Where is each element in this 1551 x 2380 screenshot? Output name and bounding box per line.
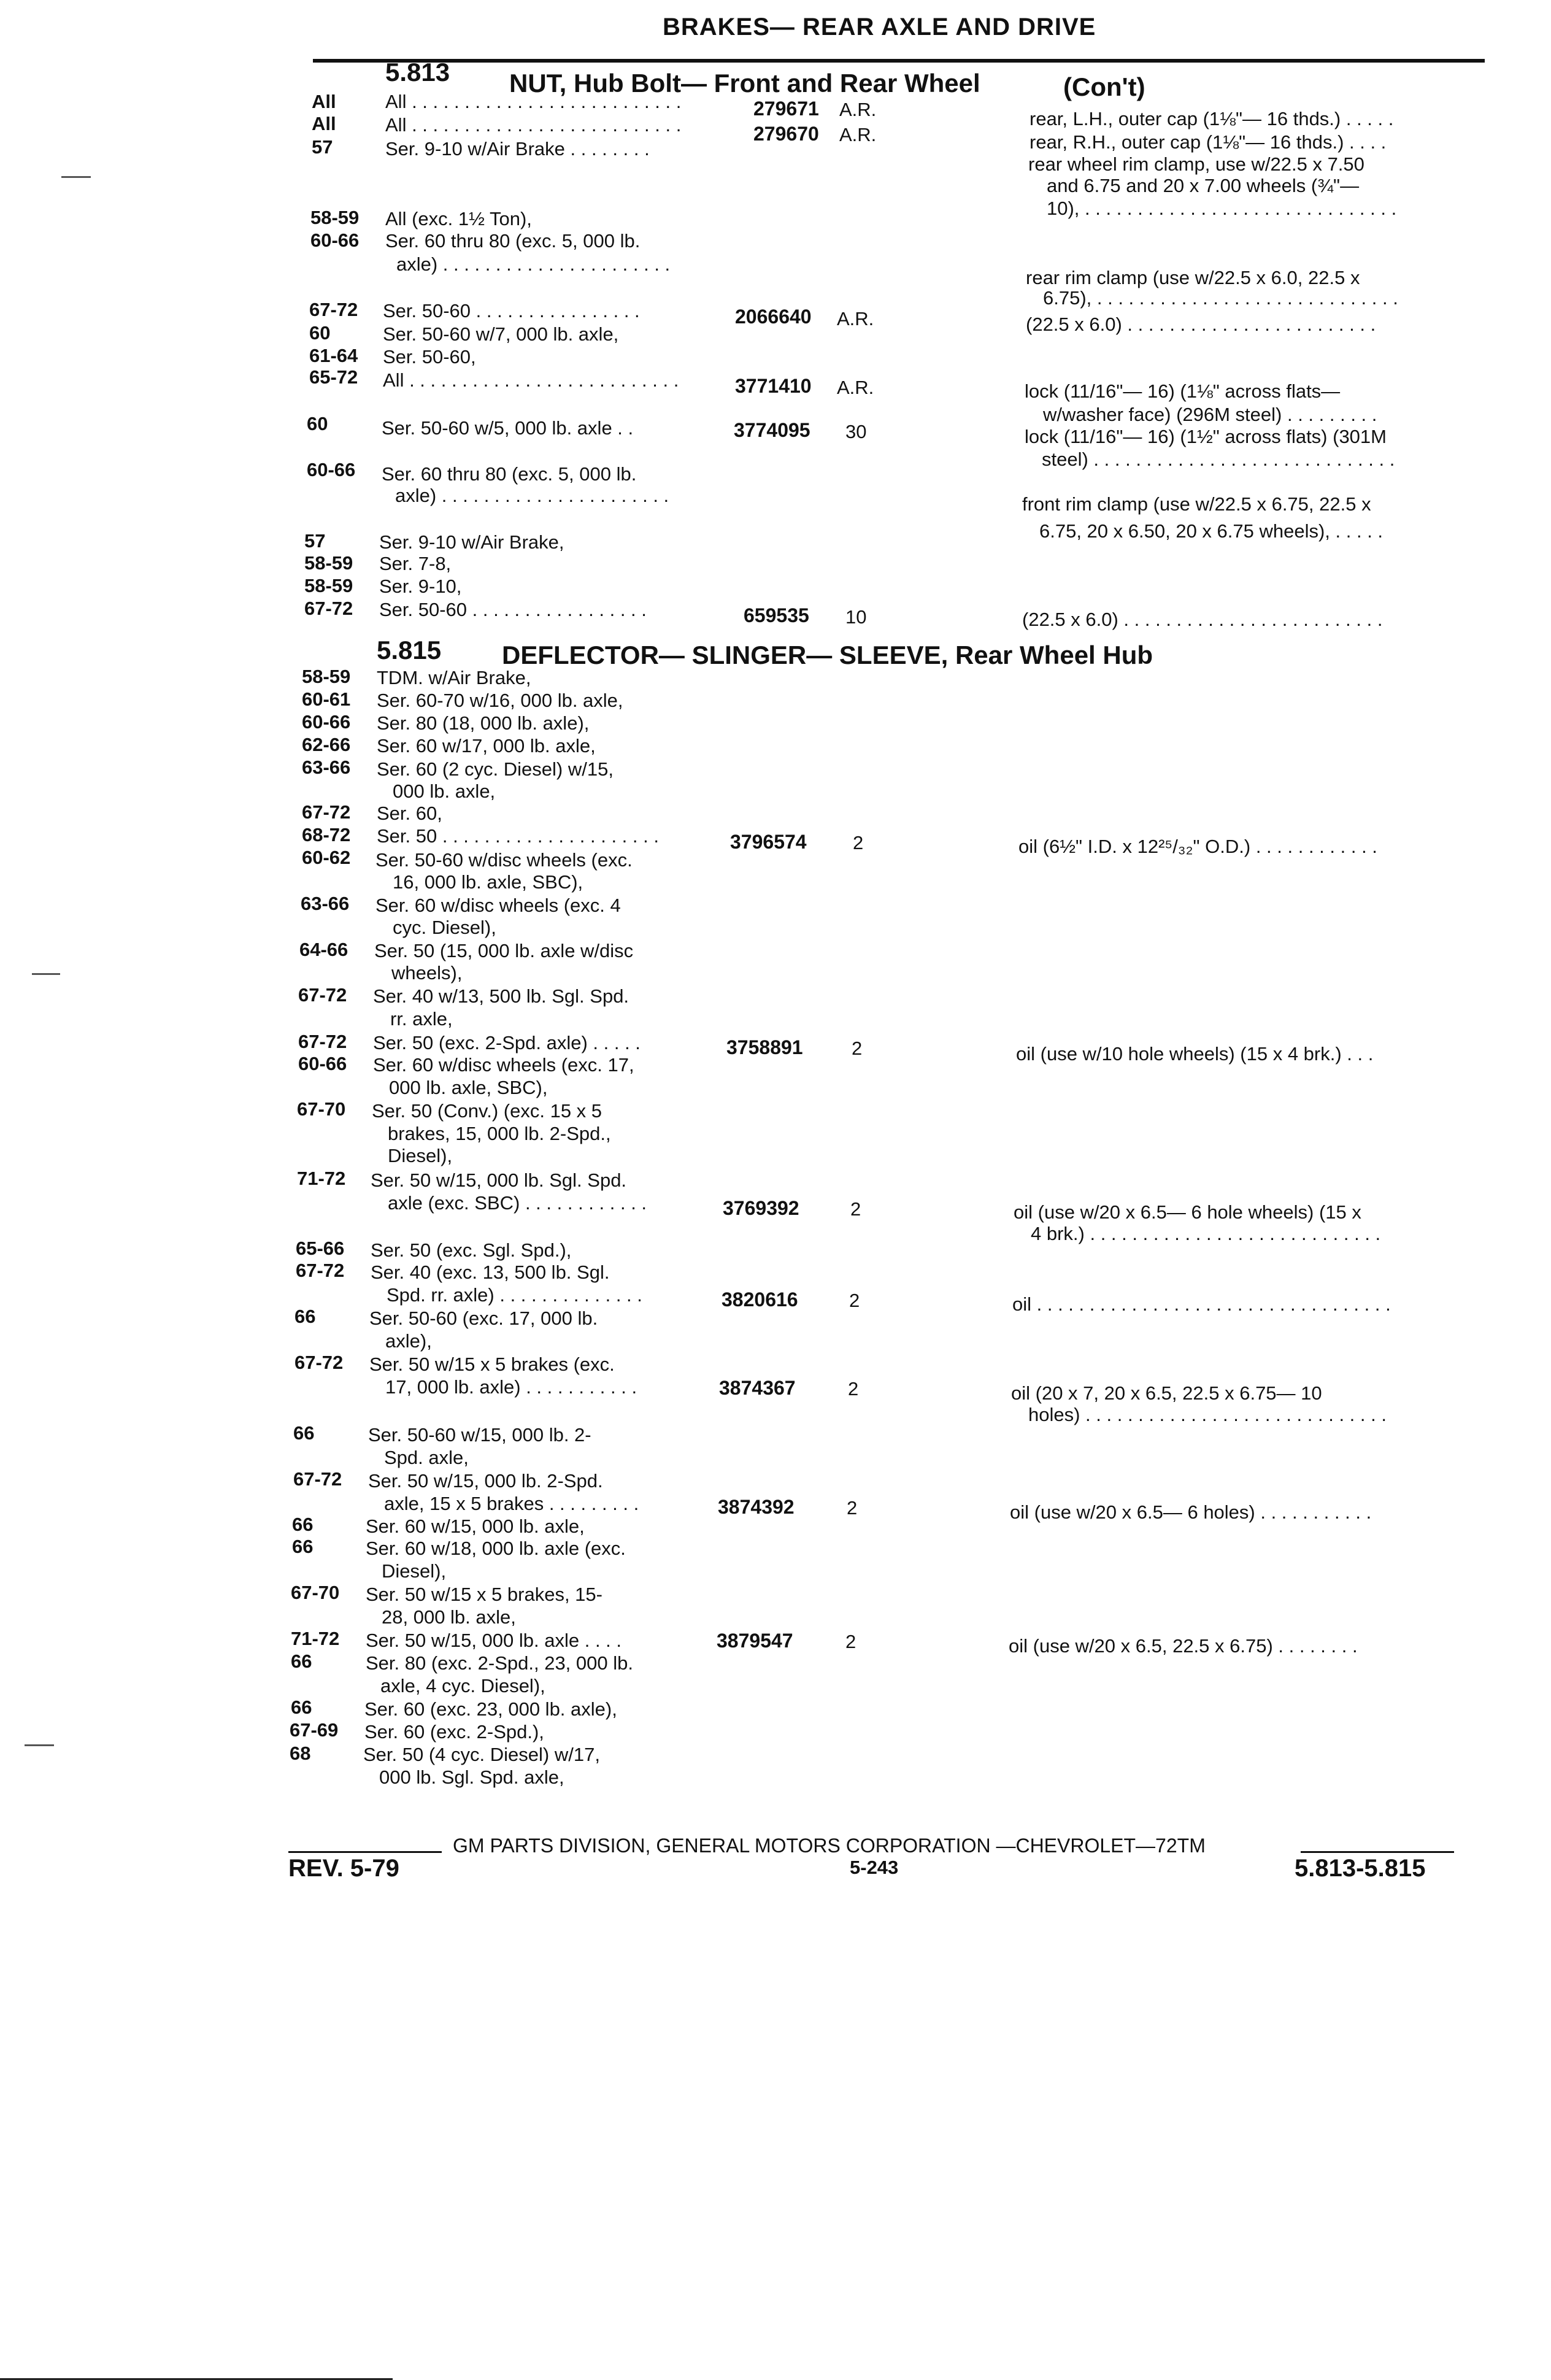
entry-year: 64-66 <box>299 939 348 960</box>
remark: rear rim clamp (use w/22.5 x 6.0, 22.5 x <box>1026 267 1360 288</box>
remark: oil (use w/20 x 6.5— 6 hole wheels) (15 x <box>1014 1201 1361 1223</box>
entry-year: 66 <box>292 1536 314 1557</box>
entry-year: All <box>312 91 336 112</box>
entry-year: 67-72 <box>309 299 358 320</box>
remark: lock (11/16"— 16) (1½" across flats) (301M <box>1025 426 1387 447</box>
entry-year: 57 <box>312 136 333 158</box>
entry-desc: Ser. 50 (4 cyc. Diesel) w/17, <box>363 1744 600 1765</box>
entry-desc: axle) . . . . . . . . . . . . . . . . . . . . . . <box>395 485 669 506</box>
section-5815-number: 5.815 <box>377 636 442 664</box>
remark: w/washer face) (296M steel) . . . . . . . . . <box>1043 404 1377 425</box>
entry-desc: 000 lb. axle, SBC), <box>389 1077 548 1098</box>
entry-year: 67-72 <box>298 1031 347 1052</box>
part-qty: A.R. <box>839 99 877 120</box>
scan-mark <box>32 973 60 975</box>
entry-year: 58-59 <box>302 666 351 687</box>
entry-desc: Ser. 80 (exc. 2-Spd., 23, 000 lb. <box>366 1652 633 1674</box>
entry-year: 71-72 <box>291 1628 340 1649</box>
entry-desc: wheels), <box>391 962 463 984</box>
entry-desc: Ser. 60 thru 80 (exc. 5, 000 lb. <box>385 230 641 252</box>
remark: oil (use w/10 hole wheels) (15 x 4 brk.) . . . <box>1016 1043 1374 1065</box>
entry-year: 66 <box>291 1696 312 1718</box>
entry-desc: Ser. 9-10 w/Air Brake, <box>379 531 564 553</box>
entry-year: 58-59 <box>310 207 360 228</box>
entry-desc: rr. axle, <box>390 1008 453 1030</box>
entry-desc: Ser. 50 (Conv.) (exc. 15 x 5 <box>372 1100 602 1122</box>
entry-year: 60 <box>309 322 331 344</box>
entry-year: 60-62 <box>302 847 351 868</box>
remark: oil (use w/20 x 6.5— 6 holes) . . . . . . . . . . . <box>1010 1501 1372 1523</box>
entry-desc: Ser. 50 w/15, 000 lb. Sgl. Spd. <box>371 1169 627 1191</box>
entry-desc: Ser. 50-60 w/disc wheels (exc. <box>375 849 633 871</box>
entry-desc: Ser. 50-60 (exc. 17, 000 lb. <box>369 1307 598 1329</box>
entry-desc: TDM. w/Air Brake, <box>377 667 531 688</box>
entry-desc: Ser. 60 (2 cyc. Diesel) w/15, <box>377 758 614 780</box>
footer-rule-left <box>288 1851 442 1853</box>
footer-rule-right <box>1301 1851 1454 1853</box>
entry-year: 67-72 <box>294 1352 344 1373</box>
remark: 6.75), . . . . . . . . . . . . . . . . . . . . . . . . . . . . . <box>1043 287 1398 309</box>
page-header-title: BRAKES— REAR AXLE AND DRIVE <box>663 13 1096 40</box>
entry-year: 67-72 <box>293 1468 342 1490</box>
section-5813-cont: (Con't) <box>1063 72 1145 101</box>
remark: lock (11/16"— 16) (1⅛" across flats— <box>1025 380 1341 402</box>
part-qty: 2 <box>845 1631 856 1652</box>
entry-year: 63-66 <box>302 757 351 778</box>
remark: rear, R.H., outer cap (1⅛"— 16 thds.) . . . . <box>1030 131 1387 153</box>
entry-year: 67-70 <box>297 1098 346 1120</box>
entry-year: 66 <box>292 1514 314 1535</box>
entry-year: 68 <box>290 1743 311 1764</box>
entry-desc: Ser. 50-60 w/7, 000 lb. axle, <box>383 323 619 345</box>
entry-desc: axle (exc. SBC) . . . . . . . . . . . . <box>388 1192 647 1214</box>
remark: rear wheel rim clamp, use w/22.5 x 7.50 <box>1028 153 1364 175</box>
entry-desc: Spd. rr. axle) . . . . . . . . . . . . . . <box>387 1284 642 1306</box>
entry-desc: Ser. 50-60 . . . . . . . . . . . . . . . . . <box>379 599 647 620</box>
remark: rear, L.H., outer cap (1⅛"— 16 thds.) . . . . . <box>1030 108 1394 129</box>
remark: (22.5 x 6.0) . . . . . . . . . . . . . . . . . . . . . . . . <box>1026 314 1376 335</box>
entry-desc: Ser. 50 (exc. 2-Spd. axle) . . . . . <box>373 1032 641 1053</box>
entry-desc: Ser. 50 w/15 x 5 brakes, 15- <box>366 1584 602 1605</box>
entry-desc: 000 lb. axle, <box>393 780 496 802</box>
entry-desc: Ser. 9-10 w/Air Brake . . . . . . . . <box>385 138 650 160</box>
part-qty: A.R. <box>837 308 874 329</box>
entry-year: 67-69 <box>290 1719 339 1741</box>
entry-desc: Ser. 60 thru 80 (exc. 5, 000 lb. <box>382 463 637 485</box>
scan-mark <box>25 1744 54 1746</box>
part-number: 3820616 <box>722 1288 798 1311</box>
entry-year: 60-66 <box>307 459 356 480</box>
entry-year: 67-72 <box>302 801 351 823</box>
remark: oil (use w/20 x 6.5, 22.5 x 6.75) . . . . . . . . <box>1009 1635 1358 1657</box>
entry-desc: Ser. 60 (exc. 2-Spd.), <box>364 1721 544 1743</box>
entry-desc: All . . . . . . . . . . . . . . . . . . . . . . . . . . <box>385 114 682 136</box>
remark: 4 brk.) . . . . . . . . . . . . . . . . . . . . . . . . . . . . <box>1031 1223 1381 1244</box>
entry-desc: axle), <box>385 1330 432 1352</box>
remark: (22.5 x 6.0) . . . . . . . . . . . . . . . . . . . . . . . . . <box>1022 609 1383 630</box>
entry-desc: Ser. 50-60 w/5, 000 lb. axle . . <box>382 417 634 439</box>
scan-mark <box>61 176 91 178</box>
part-number: 2066640 <box>735 306 812 328</box>
entry-desc: 16, 000 lb. axle, SBC), <box>393 871 583 893</box>
entry-desc: Ser. 80 (18, 000 lb. axle), <box>377 712 590 734</box>
entry-desc: All (exc. 1½ Ton), <box>385 208 532 229</box>
remark: holes) . . . . . . . . . . . . . . . . . . . . . . . . . . . . . <box>1028 1404 1387 1425</box>
entry-desc: Ser. 60 w/17, 000 lb. axle, <box>377 735 596 757</box>
entry-year: 66 <box>293 1422 315 1444</box>
part-qty: 2 <box>847 1497 858 1519</box>
part-qty: 2 <box>853 832 864 853</box>
entry-desc: 000 lb. Sgl. Spd. axle, <box>379 1766 564 1788</box>
entry-desc: Ser. 50 w/15, 000 lb. axle . . . . <box>366 1630 622 1651</box>
entry-desc: axle) . . . . . . . . . . . . . . . . . . . . . . <box>396 253 671 275</box>
footer-revision: REV. 5-79 <box>288 1855 399 1882</box>
entry-desc: Spd. axle, <box>384 1447 469 1468</box>
header-rule <box>313 59 1485 63</box>
entry-year: 67-72 <box>304 598 353 619</box>
entry-desc: axle, 4 cyc. Diesel), <box>380 1675 545 1696</box>
entry-desc: 28, 000 lb. axle, <box>382 1606 516 1628</box>
part-number: 279670 <box>753 123 819 145</box>
part-number: 3769392 <box>723 1197 799 1219</box>
remark: oil (6½" I.D. x 12²⁵/₃₂" O.D.) . . . . . . . . . . . . <box>1018 836 1377 857</box>
entry-year: All <box>312 113 336 134</box>
entry-year: 60-66 <box>298 1053 347 1074</box>
entry-desc: Ser. 50 (15, 000 lb. axle w/disc <box>374 940 634 961</box>
entry-desc: Ser. 60 w/disc wheels (exc. 17, <box>373 1054 634 1076</box>
remark: oil (20 x 7, 20 x 6.5, 22.5 x 6.75— 10 <box>1011 1382 1322 1404</box>
entry-desc: 17, 000 lb. axle) . . . . . . . . . . . <box>385 1376 637 1398</box>
entry-desc: Ser. 60, <box>377 803 442 824</box>
entry-desc: Diesel), <box>388 1145 453 1166</box>
part-number: 3879547 <box>717 1630 793 1652</box>
remark: 10), . . . . . . . . . . . . . . . . . . . . . . . . . . . . . . <box>1047 198 1397 219</box>
entry-desc: Ser. 50 w/15, 000 lb. 2-Spd. <box>368 1470 603 1492</box>
part-number: 659535 <box>744 604 809 626</box>
section-5813-title: NUT, Hub Bolt— Front and Rear Wheel <box>509 69 980 98</box>
entry-desc: Ser. 50 . . . . . . . . . . . . . . . . . . . . . <box>377 825 659 847</box>
part-qty: 30 <box>845 421 867 442</box>
remark: 6.75, 20 x 6.50, 20 x 6.75 wheels), . . . . . <box>1039 520 1384 542</box>
entry-desc: brakes, 15, 000 lb. 2-Spd., <box>388 1123 611 1144</box>
entry-year: 68-72 <box>302 824 351 845</box>
entry-desc: Ser. 7-8, <box>379 553 452 574</box>
entry-desc: Ser. 50 (exc. Sgl. Spd.), <box>371 1239 572 1261</box>
part-qty: 2 <box>849 1290 860 1311</box>
section-5815-title: DEFLECTOR— SLINGER— SLEEVE, Rear Wheel Hub <box>502 641 1153 669</box>
entry-desc: Diesel), <box>382 1560 447 1582</box>
footer-publisher: GM PARTS DIVISION, GENERAL MOTORS CORPORATION —CHEVROLET—72TM <box>453 1835 1206 1857</box>
entry-year: 66 <box>291 1650 312 1672</box>
entry-year: 60 <box>307 413 328 434</box>
entry-year: 60-61 <box>302 688 351 710</box>
part-number: 279671 <box>753 98 819 120</box>
footer-section-range: 5.813-5.815 <box>1295 1855 1426 1882</box>
entry-desc: Ser. 50-60, <box>383 346 476 368</box>
entry-desc: All . . . . . . . . . . . . . . . . . . . . . . . . . . <box>385 91 682 112</box>
entry-desc: Ser. 50-60 w/15, 000 lb. 2- <box>368 1424 591 1446</box>
entry-desc: cyc. Diesel), <box>393 917 496 938</box>
entry-year: 58-59 <box>304 552 353 574</box>
part-number: 3758891 <box>726 1036 803 1058</box>
remark: and 6.75 and 20 x 7.00 wheels (¾"— <box>1047 175 1360 196</box>
entry-year: 62-66 <box>302 734 351 755</box>
part-number: 3796574 <box>730 831 807 853</box>
entry-year: 58-59 <box>304 575 353 596</box>
entry-desc: All . . . . . . . . . . . . . . . . . . . . . . . . . . <box>383 369 679 391</box>
entry-desc: Ser. 50-60 . . . . . . . . . . . . . . . . <box>383 300 640 322</box>
entry-desc: Ser. 50 w/15 x 5 brakes (exc. <box>369 1354 615 1375</box>
entry-desc: Ser. 40 (exc. 13, 500 lb. Sgl. <box>371 1261 610 1283</box>
part-qty: 10 <box>845 606 867 628</box>
remark: oil . . . . . . . . . . . . . . . . . . . . . . . . . . . . . . . . . . <box>1012 1293 1391 1315</box>
entry-year: 67-70 <box>291 1582 340 1603</box>
remark: steel) . . . . . . . . . . . . . . . . . . . . . . . . . . . . . <box>1042 449 1395 470</box>
part-qty: A.R. <box>837 377 874 398</box>
part-qty: 2 <box>848 1378 859 1400</box>
entry-desc: Ser. 9-10, <box>379 576 462 597</box>
entry-year: 60-66 <box>310 229 360 251</box>
part-number: 3774095 <box>734 419 810 441</box>
entry-year: 67-72 <box>298 984 347 1006</box>
entry-desc: Ser. 40 w/13, 500 lb. Sgl. Spd. <box>373 985 629 1007</box>
entry-desc: Ser. 60 w/disc wheels (exc. 4 <box>375 895 621 916</box>
entry-desc: Ser. 60 w/15, 000 lb. axle, <box>366 1515 585 1537</box>
entry-desc: axle, 15 x 5 brakes . . . . . . . . . <box>384 1493 639 1514</box>
entry-year: 61-64 <box>309 345 358 366</box>
entry-year: 71-72 <box>297 1168 346 1189</box>
entry-year: 63-66 <box>301 893 350 914</box>
entry-desc: Ser. 60 (exc. 23, 000 lb. axle), <box>364 1698 617 1720</box>
part-number: 3771410 <box>735 375 812 397</box>
part-qty: A.R. <box>839 124 877 145</box>
entry-desc: Ser. 60-70 w/16, 000 lb. axle, <box>377 690 623 711</box>
part-number: 3874392 <box>718 1496 795 1518</box>
entry-desc: Ser. 60 w/18, 000 lb. axle (exc. <box>366 1538 626 1559</box>
part-qty: 2 <box>852 1038 863 1059</box>
section-5813-number: 5.813 <box>385 58 450 87</box>
entry-year: 66 <box>294 1306 316 1327</box>
footer-page-number: 5-243 <box>850 1857 899 1878</box>
part-number: 3874367 <box>719 1377 796 1399</box>
entry-year: 67-72 <box>296 1260 345 1281</box>
entry-year: 65-66 <box>296 1238 345 1259</box>
remark: front rim clamp (use w/22.5 x 6.75, 22.5 x <box>1022 493 1371 515</box>
part-qty: 2 <box>850 1198 861 1220</box>
entry-year: 65-72 <box>309 366 358 388</box>
entry-year: 57 <box>304 530 326 552</box>
entry-year: 60-66 <box>302 711 351 733</box>
